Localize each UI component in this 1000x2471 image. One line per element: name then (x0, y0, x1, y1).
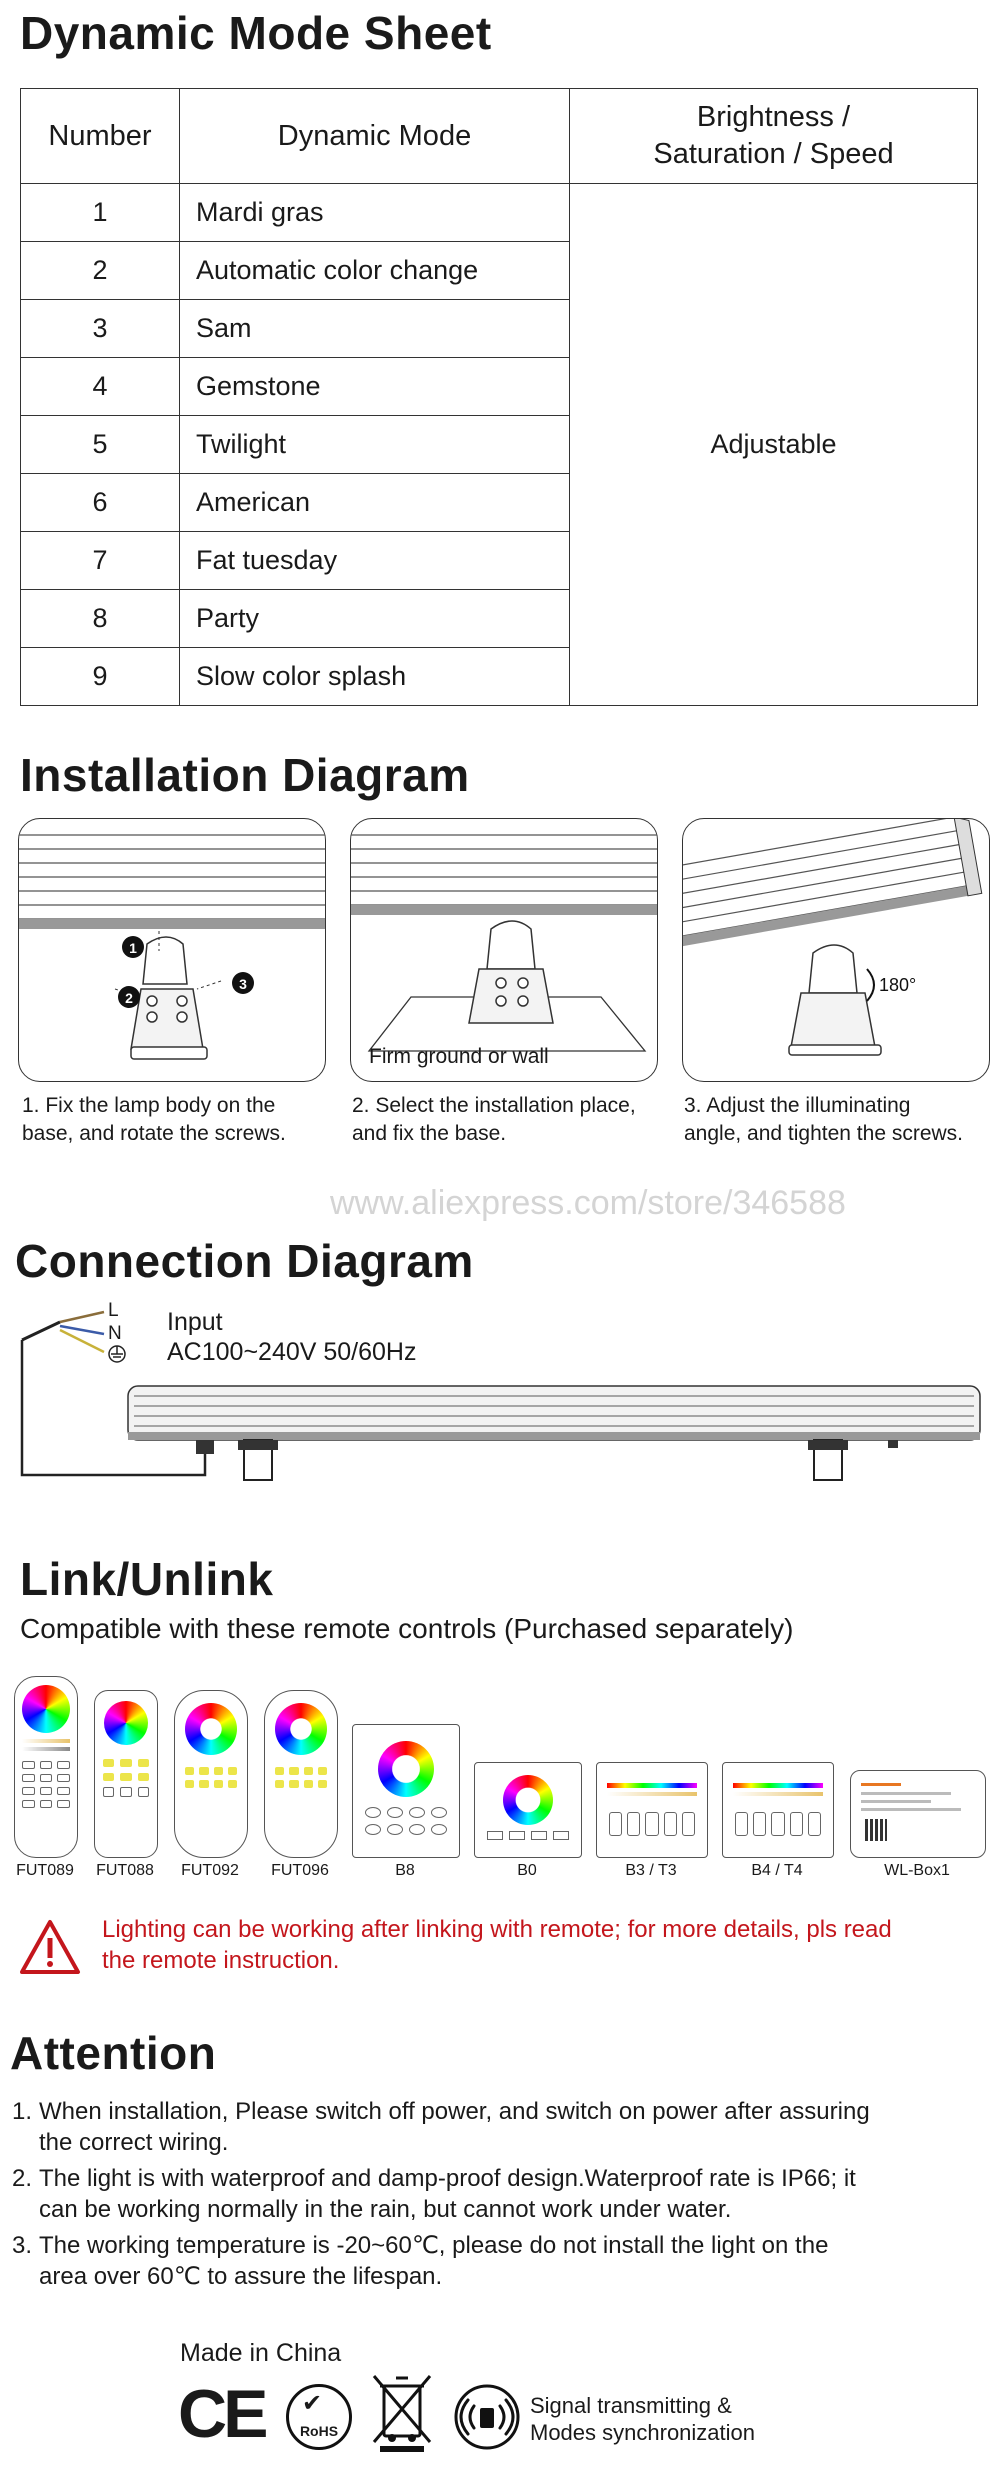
row-number: 6 (21, 474, 180, 532)
row-number: 3 (21, 300, 180, 358)
attention-item-3 (12, 2230, 992, 2292)
link-title: Link/Unlink (20, 1553, 274, 1605)
wire-label-n: N (108, 1323, 122, 1344)
made-in-china: Made in China (180, 2339, 342, 2367)
row-mode: American (180, 474, 570, 532)
rohs-badge-icon (286, 2384, 352, 2450)
remote-b3-t3 (596, 1762, 708, 1858)
attention-item-2-line1: The light is with waterproof and damp-proof design.Waterproof rate is IP66; it (39, 2165, 856, 2192)
lamp-base-illustration-2 (351, 819, 657, 1081)
signal-line2: Modes synchronization (530, 2420, 756, 2445)
install-panel-2 (350, 818, 658, 1082)
attention-item-1-line2: the correct wiring. (39, 2129, 229, 2156)
warning-line2: the remote instruction. (102, 1947, 340, 1974)
header-bss-line1: Brightness / (696, 101, 851, 133)
attention-item-3-line2: area over 60℃ to assure the lifespan. (39, 2263, 443, 2290)
step-marker-1: 1 (129, 940, 137, 956)
remote-b0 (474, 1762, 582, 1858)
remote-label-fut089: FUT089 (16, 1862, 74, 1879)
table-row (21, 184, 978, 242)
remote-label-fut088: FUT088 (96, 1862, 154, 1879)
row-mode: Automatic color change (180, 242, 570, 300)
install-panel-1 (18, 818, 326, 1082)
wall-washer-lamp (128, 1386, 980, 1440)
lamp-angle-illustration-3 (683, 819, 989, 1081)
install-caption-3-line1: 3. Adjust the illuminating (684, 1094, 911, 1117)
remote-b8 (352, 1724, 460, 1858)
row-mode: Gemstone (180, 358, 570, 416)
row-mode: Sam (180, 300, 570, 358)
signal-line1: Signal transmitting & (530, 2393, 732, 2418)
install-panel-3 (682, 818, 990, 1082)
install-caption-2-line1: 2. Select the installation place, (352, 1094, 636, 1117)
connection-diagram-illustration (0, 1290, 1000, 1490)
row-mode: Mardi gras (180, 184, 570, 242)
install-caption-2-line2: and fix the base. (352, 1122, 507, 1145)
remote-b4-t4 (722, 1762, 834, 1858)
remote-fut092 (174, 1690, 248, 1858)
remote-label-fut096: FUT096 (271, 1862, 329, 1879)
attention-item-3-line1: The working temperature is -20~60℃, please do not install the light on the (39, 2232, 829, 2259)
warning-icon (18, 1918, 82, 1976)
gateway-wl-box1 (850, 1770, 986, 1858)
remote-label-wl-box1: WL-Box1 (884, 1862, 950, 1879)
row-number: 7 (21, 532, 180, 590)
ce-mark-icon: CE (178, 2376, 265, 2452)
link-warning-text (102, 1914, 982, 1976)
install-caption-3 (684, 1092, 963, 1148)
row-mode: Twilight (180, 416, 570, 474)
install-caption-1-line1: 1. Fix the lamp body on the (22, 1094, 276, 1117)
lamp-base-illustration-1 (19, 819, 325, 1081)
remote-label-b4-t4: B4 / T4 (751, 1862, 803, 1879)
ground-icon (109, 1346, 125, 1362)
input-label: Input (167, 1308, 223, 1336)
row-number: 8 (21, 590, 180, 648)
warning-line1: Lighting can be working after linking with remote; for more details, pls read (102, 1916, 892, 1943)
remote-fut096 (264, 1690, 338, 1858)
remote-fut089 (14, 1676, 78, 1858)
row-number: 9 (21, 648, 180, 706)
attention-item-2-line2: can be working normally in the rain, but cannot work under water. (39, 2196, 732, 2223)
row-number: 5 (21, 416, 180, 474)
row-mode: Party (180, 590, 570, 648)
row-mode: Slow color splash (180, 648, 570, 706)
adjustable-cell: Adjustable (570, 184, 978, 706)
input-spec: AC100~240V 50/60Hz (167, 1338, 417, 1366)
rohs-check-icon: ✔ (302, 2390, 323, 2417)
angle-180-label: 180° (879, 975, 917, 995)
attention-item-1-line1: When installation, Please switch off power, and switch on power after assuring (39, 2098, 870, 2125)
row-number: 1 (21, 184, 180, 242)
step-marker-3: 3 (239, 976, 247, 992)
remote-label-b8: B8 (395, 1862, 415, 1879)
signal-sync-icon (452, 2382, 522, 2452)
header-number: Number (21, 89, 180, 184)
install-caption-1 (22, 1092, 286, 1148)
remote-fut088 (94, 1690, 158, 1858)
header-bss-line2: Saturation / Speed (653, 138, 894, 170)
signal-sync-text (530, 2392, 755, 2446)
attention-item-number: 1. (12, 2098, 33, 2125)
rohs-label: RoHS (299, 2423, 339, 2439)
row-number: 4 (21, 358, 180, 416)
attention-item-number: 3. (12, 2232, 33, 2259)
remote-label-b0: B0 (517, 1862, 537, 1879)
row-number: 2 (21, 242, 180, 300)
link-subtitle: Compatible with these remote controls (Purchased separately) (20, 1613, 794, 1644)
watermark-url: www.aliexpress.com/store/346588 (330, 1184, 846, 1222)
row-mode: Fat tuesday (180, 532, 570, 590)
installation-title: Installation Diagram (20, 749, 470, 801)
weee-bin-icon (370, 2372, 434, 2454)
attention-item-number: 2. (12, 2165, 33, 2192)
step-marker-2: 2 (125, 990, 133, 1006)
wire-label-l: L (108, 1300, 119, 1321)
install-caption-3-line2: angle, and tighten the screws. (684, 1122, 964, 1145)
install-caption-2 (352, 1092, 636, 1148)
attention-item-1 (12, 2096, 992, 2158)
attention-item-2 (12, 2163, 992, 2225)
attention-title: Attention (10, 2027, 217, 2079)
header-brightness-saturation-speed (570, 89, 978, 184)
connection-title: Connection Diagram (15, 1235, 474, 1287)
install-caption-1-line2: base, and rotate the screws. (22, 1122, 286, 1145)
remote-label-b3-t3: B3 / T3 (625, 1862, 677, 1879)
table-header-row (21, 89, 978, 184)
dynamic-mode-table (20, 88, 978, 706)
firm-ground-label: Firm ground or wall (369, 1045, 549, 1068)
header-dynamic-mode: Dynamic Mode (180, 89, 570, 184)
remote-label-fut092: FUT092 (181, 1862, 239, 1879)
dynamic-sheet-title: Dynamic Mode Sheet (20, 7, 492, 59)
